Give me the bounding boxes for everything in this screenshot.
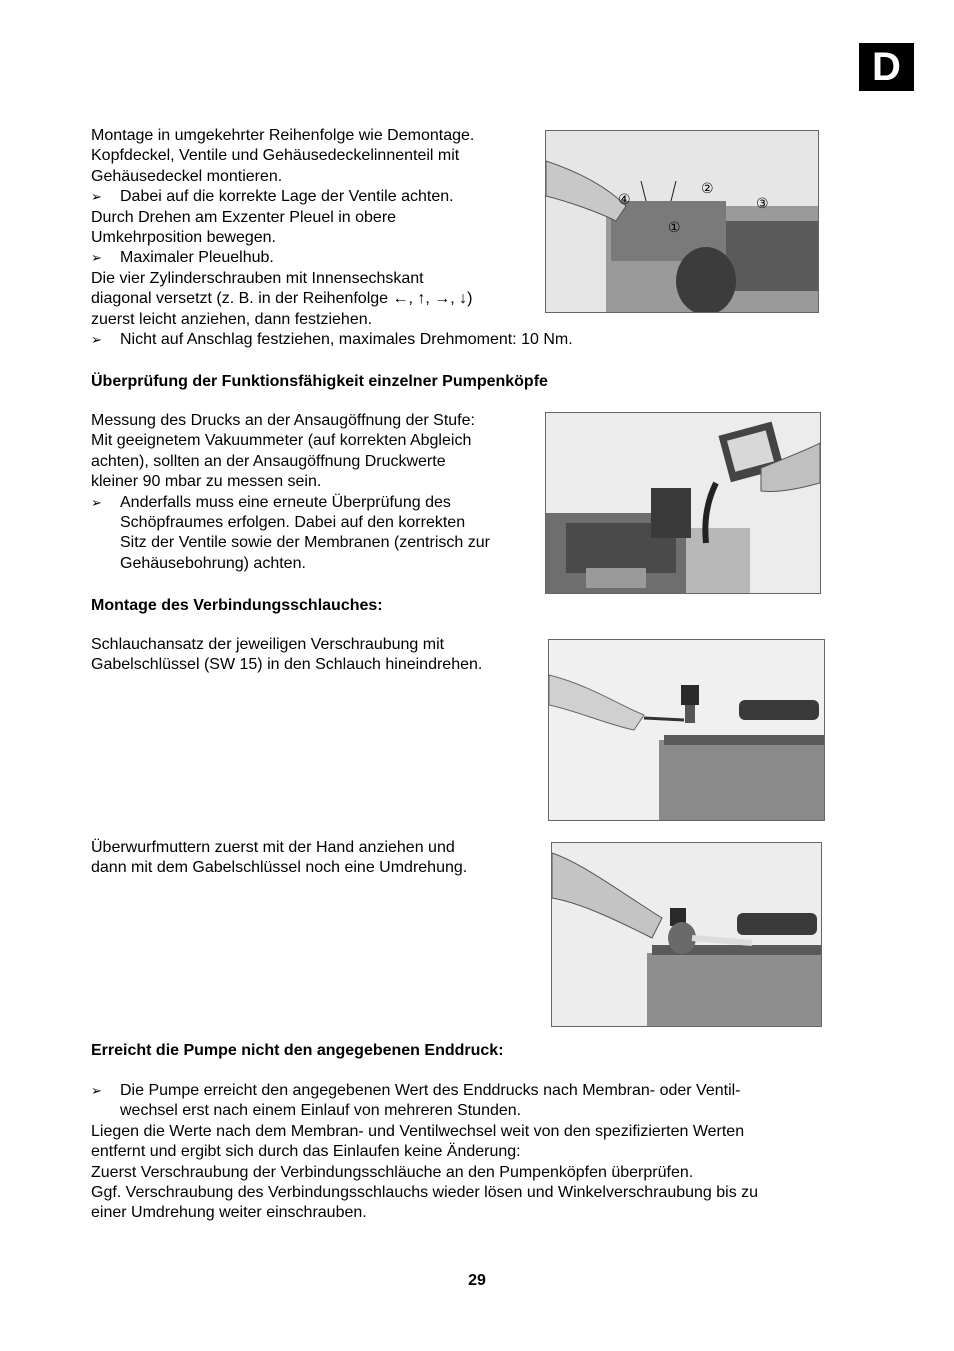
bullet-item: ➢ Anderfalls muss eine erneute Überprüfung des [91, 493, 490, 513]
text-line: zuerst leicht anziehen, dann festziehen. [91, 310, 373, 328]
text-line: Überwurfmuttern zuerst mit der Hand anziehen und [91, 839, 455, 856]
text-line: Mit geeignetem Vakuummeter (auf korrekten Abgleich [91, 432, 472, 450]
nut-tightening-instructions [91, 838, 467, 879]
text-line: Durch Drehen am Exzenter Pleuel in obere [91, 208, 397, 226]
section-heading: Überprüfung der Funktionsfähigkeit einzelner Pumpenköpfe [91, 373, 548, 390]
photo-label: ① [668, 220, 681, 236]
text-line: Umkehrposition bewegen. [91, 229, 276, 247]
language-badge: D [859, 43, 914, 91]
photo-label: ② [701, 181, 714, 197]
text-line: Messung des Drucks an der Ansaugöffnung der Stufe: [91, 412, 475, 429]
text-line: Die vier Zylinderschrauben mit Innensechskant [91, 269, 424, 287]
bullet-arrow-icon: ➢ [91, 1083, 102, 1098]
text-line: Liegen die Werte nach dem Membran- und Ventilwechsel weit von den spezifizierten Werten [91, 1122, 745, 1140]
text-line: einer Umdrehung weiter einschrauben. [91, 1204, 367, 1222]
text-line: entfernt und ergibt sich durch das Einlaufen keine Änderung: [91, 1143, 521, 1161]
hose-mounting-instructions [91, 635, 482, 676]
bullet-item: ➢ Die Pumpe erreicht den angegebenen Wert des Enddrucks nach Membran- oder Ventil- [91, 1081, 758, 1101]
section-heading: Montage des Verbindungsschlauches: [91, 597, 383, 614]
bullet-arrow-icon: ➢ [91, 332, 102, 348]
text-line: Schlauchansatz der jeweiligen Verschraubung mit [91, 636, 445, 653]
photo-label: ④ [618, 192, 631, 208]
text-line: Ggf. Verschraubung des Verbindungsschlauchs wieder lösen und Winkelverschraubung bis zu [91, 1184, 759, 1202]
bullet-item: ➢ Nicht auf Anschlag festziehen, maximales Drehmoment: 10 Nm. [91, 330, 573, 350]
text-line: dann mit dem Gabelschlüssel noch eine Umdrehung. [91, 859, 468, 877]
pressure-check-instructions [91, 411, 490, 574]
bullet-arrow-icon: ➢ [91, 189, 102, 205]
hose-fitting-photo [548, 639, 825, 821]
text-line: Montage in umgekehrter Reihenfolge wie Demontage. [91, 127, 475, 144]
bullet-item: ➢ Dabei auf die korrekte Lage der Ventile achten. [91, 187, 573, 207]
text-line: Schöpfraumes erfolgen. Dabei auf den korrekten [120, 514, 466, 532]
text-line: Gehäusebohrung) achten. [120, 554, 306, 572]
text-line: achten), sollten an der Ansaugöffnung Druckwerte [91, 452, 446, 470]
photo-label: ③ [756, 196, 769, 212]
assembly-instructions [91, 126, 573, 350]
section-heading: Erreicht die Pumpe nicht den angegebenen Enddruck: [91, 1042, 504, 1059]
text-line: Gabelschlüssel (SW 15) in den Schlauch hineindrehen. [91, 656, 483, 674]
text-line: Gehäusedeckel montieren. [91, 167, 283, 185]
text-line: Sitz der Ventile sowie der Membranen (zentrisch zur [120, 534, 490, 552]
text-line: kleiner 90 mbar zu messen sein. [91, 473, 322, 491]
final-pressure-instructions [91, 1081, 758, 1224]
vacuum-gauge-photo [545, 412, 821, 594]
bullet-arrow-icon: ➢ [91, 250, 102, 266]
text-line: Zuerst Verschraubung der Verbindungsschläuche an den Pumpenköpfen überprüfen. [91, 1163, 694, 1181]
wrench-tightening-photo [551, 842, 822, 1027]
page-number: 29 [468, 1272, 486, 1289]
text-line: wechsel erst nach einem Einlauf von mehreren Stunden. [120, 1102, 522, 1120]
bullet-arrow-icon: ➢ [91, 494, 102, 510]
valve-assembly-photo [545, 130, 819, 313]
text-line: diagonal versetzt (z. B. in der Reihenfolge ←, ↑, →, ↓) [91, 290, 473, 308]
bullet-item: ➢ Maximaler Pleuelhub. [91, 248, 573, 268]
text-line: Kopfdeckel, Ventile und Gehäusedeckelinnenteil mit [91, 147, 460, 165]
